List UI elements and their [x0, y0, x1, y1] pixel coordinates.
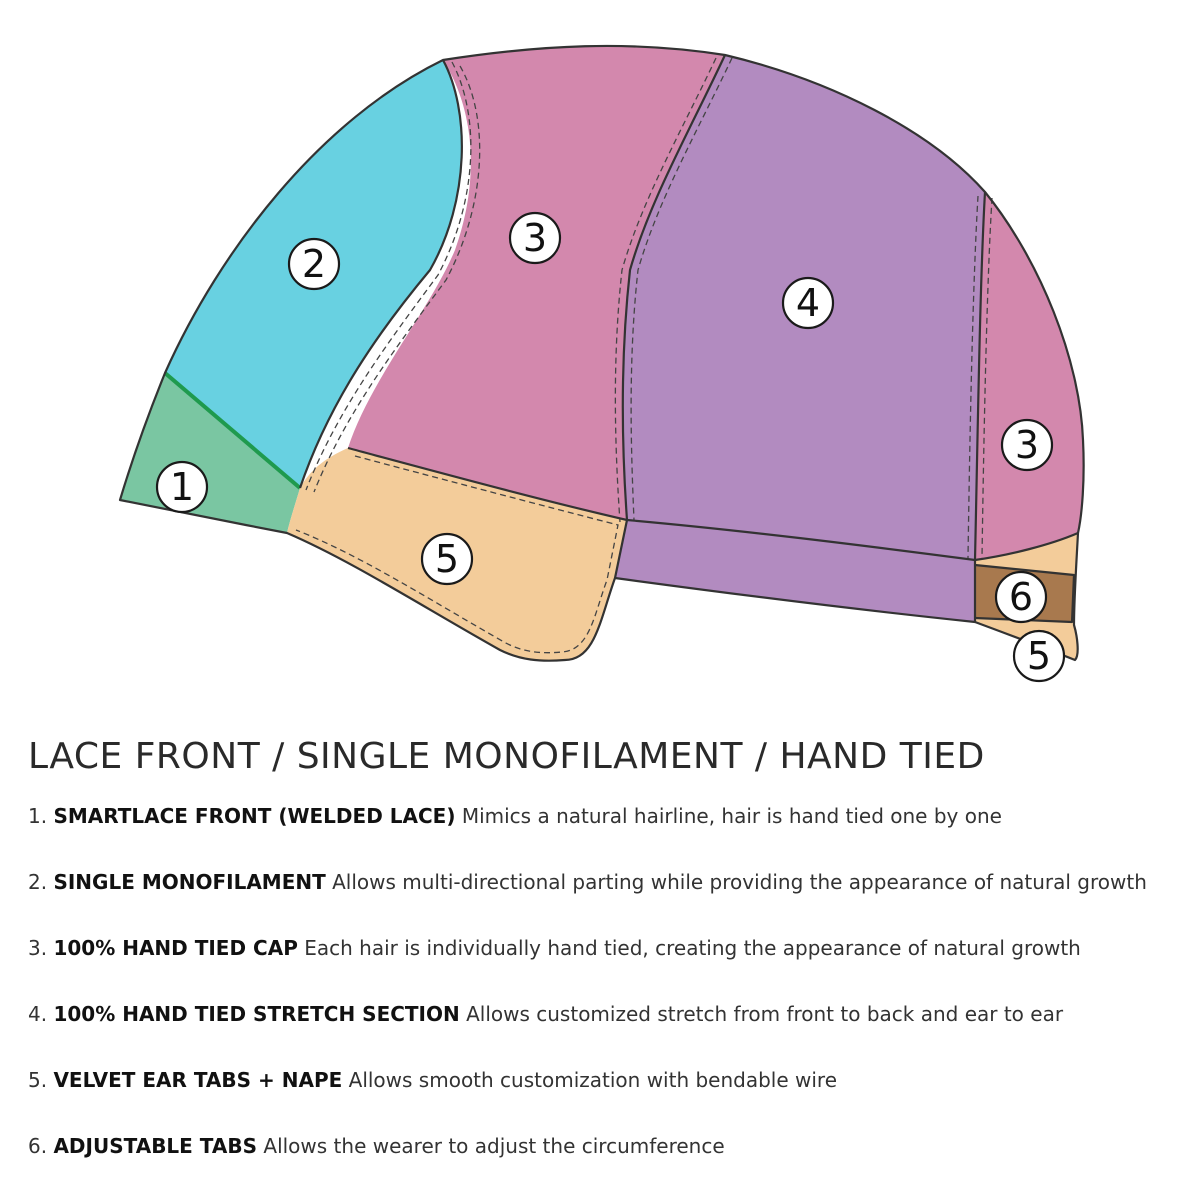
legend-description: Mimics a natural hairline, hair is hand tied one by one	[461, 804, 1002, 828]
legend-number: 6.	[28, 1134, 48, 1158]
legend-description: Allows smooth customization with bendable wire	[348, 1068, 838, 1092]
legend-item	[28, 1064, 1147, 1130]
svg-text:3: 3	[1014, 423, 1040, 467]
legend-item	[28, 998, 1147, 1064]
legend-term: SMARTLACE FRONT (WELDED LACE)	[53, 804, 456, 828]
svg-text:2: 2	[301, 242, 327, 286]
legend-description: Each hair is individually hand tied, creating the appearance of natural growth	[304, 936, 1081, 960]
legend-item	[28, 800, 1147, 866]
svg-text:3: 3	[522, 216, 548, 260]
legend-term: 100% HAND TIED STRETCH SECTION	[53, 1002, 460, 1026]
legend-number: 3.	[28, 936, 48, 960]
diagram-title: LACE FRONT / SINGLE MONOFILAMENT / HAND TIED	[28, 736, 985, 777]
callout-marker-2	[289, 239, 339, 289]
legend-term: ADJUSTABLE TABS	[53, 1134, 258, 1158]
legend-item	[28, 866, 1147, 932]
callout-marker-1	[157, 462, 207, 512]
svg-text:4: 4	[795, 281, 821, 325]
svg-text:5: 5	[1026, 634, 1052, 678]
callout-marker-6	[996, 572, 1046, 622]
svg-text:5: 5	[434, 537, 460, 581]
legend-number: 1.	[28, 804, 48, 828]
legend-number: 4.	[28, 1002, 48, 1026]
callout-marker-3-top	[510, 213, 560, 263]
legend-description: Allows multi-directional parting while providing the appearance of natural growth	[332, 870, 1147, 894]
legend-description: Allows customized stretch from front to back and ear to ear	[466, 1002, 1064, 1026]
legend-description: Allows the wearer to adjust the circumference	[263, 1134, 725, 1158]
legend-term: 100% HAND TIED CAP	[53, 936, 298, 960]
legend-term: VELVET EAR TABS + NAPE	[53, 1068, 343, 1092]
legend-number: 2.	[28, 870, 48, 894]
hand-tied-cap-back-section	[975, 192, 1084, 560]
legend-number: 5.	[28, 1068, 48, 1092]
legend-item	[28, 932, 1147, 998]
svg-text:6: 6	[1008, 575, 1034, 619]
legend-term: SINGLE MONOFILAMENT	[53, 870, 326, 894]
feature-legend	[28, 800, 1147, 1196]
callout-marker-3-back	[1002, 420, 1052, 470]
legend-item	[28, 1130, 1147, 1196]
callout-marker-5-nape	[1014, 631, 1064, 681]
callout-marker-5-ear	[422, 534, 472, 584]
svg-text:1: 1	[169, 465, 195, 509]
callout-marker-4	[783, 278, 833, 328]
